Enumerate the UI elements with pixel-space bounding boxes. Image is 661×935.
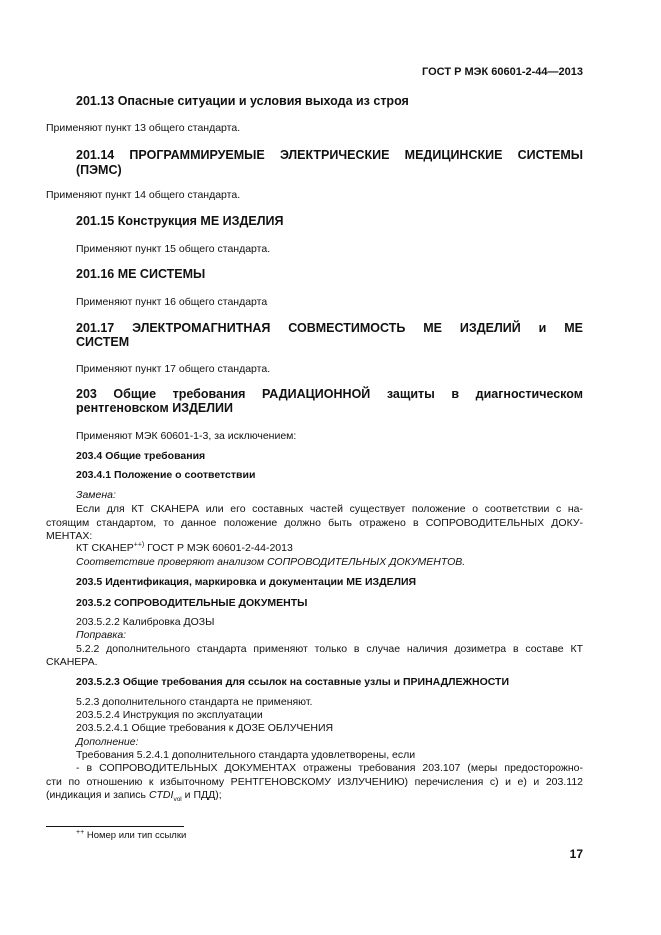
section-201-14-heading-line2: (ПЭМС) <box>76 163 122 177</box>
section-201-13-text: Применяют пункт 13 общего стандарта. <box>46 122 241 134</box>
footnote-text: Номер или тип ссылки <box>84 830 187 841</box>
replace-line1: Если для КТ СКАНЕРА или его составных частей существует положение о соответствии с на- <box>76 503 583 515</box>
footnote-divider <box>46 826 184 827</box>
replace-label: Замена: <box>76 489 116 501</box>
section-203-5-2-3-heading: 203.5.2.3 Общие требования для ссылок на составные узлы и ПРИНАДЛЕЖНОСТИ <box>76 676 510 688</box>
ct-scanner-text: КТ СКАНЕР <box>76 542 134 554</box>
section-203-4-heading: 203.4 Общие требования <box>76 450 206 462</box>
ct-scanner-standard: ГОСТ Р МЭК 60601-2-44-2013 <box>144 542 293 554</box>
add-line4-pre: (индикация и запись <box>46 789 149 801</box>
line-203-5-2-4: 203.5.2.4 Инструкция по эксплуатации <box>76 709 263 721</box>
page-number: 17 <box>569 847 583 861</box>
section-203-heading-line2: рентгеновском ИЗДЕЛИИ <box>76 401 234 415</box>
ct-scanner-footnote-mark: ++) <box>133 541 145 549</box>
replace-line2: стоящим стандартом, то данное положение должно быть отражено в СОПРОВОДИТЕЛЬНЫХ ДОКУ- <box>46 517 583 529</box>
section-201-14-text: Применяют пункт 14 общего стандарта. <box>46 189 241 201</box>
amend-label: Поправка: <box>76 629 127 641</box>
section-203-4-1-heading: 203.4.1 Положение о соответствии <box>76 469 256 481</box>
section-201-15-heading: 201.15 Конструкция МЕ ИЗДЕЛИЯ <box>76 214 284 228</box>
footnote-mark: ++ <box>76 828 85 836</box>
section-203-5-heading: 203.5 Идентификация, маркировка и документации МЕ ИЗДЕЛИЯ <box>76 576 417 588</box>
section-201-13-heading: 201.13 Опасные ситуации и условия выхода из строя <box>76 94 409 108</box>
section-201-16-heading: 201.16 МЕ СИСТЕМЫ <box>76 267 206 281</box>
add-line1: Требования 5.2.4.1 дополнительного стандарта удовлетворены, если <box>76 749 416 761</box>
ctdi-symbol: CTDI <box>148 789 174 801</box>
add-line4-post: и ПДД); <box>181 789 222 801</box>
section-203-5-2-heading: 203.5.2 СОПРОВОДИТЕЛЬНЫЕ ДОКУМЕНТЫ <box>76 597 308 609</box>
standard-header: ГОСТ Р МЭК 60601-2-44—2013 <box>422 66 583 78</box>
add-line4 <box>46 789 222 804</box>
section-201-14-heading-line1: 201.14 ПРОГРАММИРУЕМЫЕ ЭЛЕКТРИЧЕСКИЕ МЕДИЦИНСКИЕ СИСТЕМЫ <box>76 148 583 162</box>
footnote <box>76 830 186 841</box>
add-line3: сти по отношению к избыточному РЕНТГЕНОВСКОМУ ИЗЛУЧЕНИЮ) перечисления с) и е) и 203.112 <box>46 776 583 788</box>
amend-line2: СКАНЕРА. <box>46 656 98 668</box>
section-201-17-text: Применяют пункт 17 общего стандарта. <box>76 363 271 375</box>
amend-line1: 5.2.2 дополнительного стандарта применяют только в случае наличия дозиметра в составе КТ <box>76 643 583 655</box>
section-201-17-heading-line2: СИСТЕМ <box>76 335 130 349</box>
section-203-5-2-2: 203.5.2.2 Калибровка ДОЗЫ <box>76 616 215 628</box>
section-201-17-heading-line1: 201.17 ЭЛЕКТРОМАГНИТНАЯ СОВМЕСТИМОСТЬ МЕ ИЗДЕЛИЙ и МЕ <box>76 321 583 335</box>
section-203-heading-line1: 203 Общие требования РАДИАЦИОННОЙ защиты в диагностическом <box>76 387 583 401</box>
line-5-2-3: 5.2.3 дополнительного стандарта не применяют. <box>76 696 313 708</box>
section-203-text: Применяют МЭК 60601-1-3, за исключением: <box>76 430 297 442</box>
section-201-15-text: Применяют пункт 15 общего стандарта. <box>76 243 271 255</box>
replace-line3: МЕНТАХ: <box>46 530 93 542</box>
section-201-16-text: Применяют пункт 16 общего стандарта <box>76 296 268 308</box>
line-203-5-2-4-1: 203.5.2.4.1 Общие требования к ДОЗЕ ОБЛУЧЕНИЯ <box>76 722 334 734</box>
ctdi-subscript: vol <box>173 796 182 804</box>
compliance-text: Соответствие проверяют анализом СОПРОВОДИТЕЛЬНЫХ ДОКУМЕНТОВ. <box>76 556 466 568</box>
add-label: Дополнение: <box>76 736 139 748</box>
ct-scanner-line <box>76 542 293 554</box>
add-line2: - в СОПРОВОДИТЕЛЬНЫХ ДОКУМЕНТАХ отражены требования 203.107 (меры предосторожно- <box>76 762 583 774</box>
